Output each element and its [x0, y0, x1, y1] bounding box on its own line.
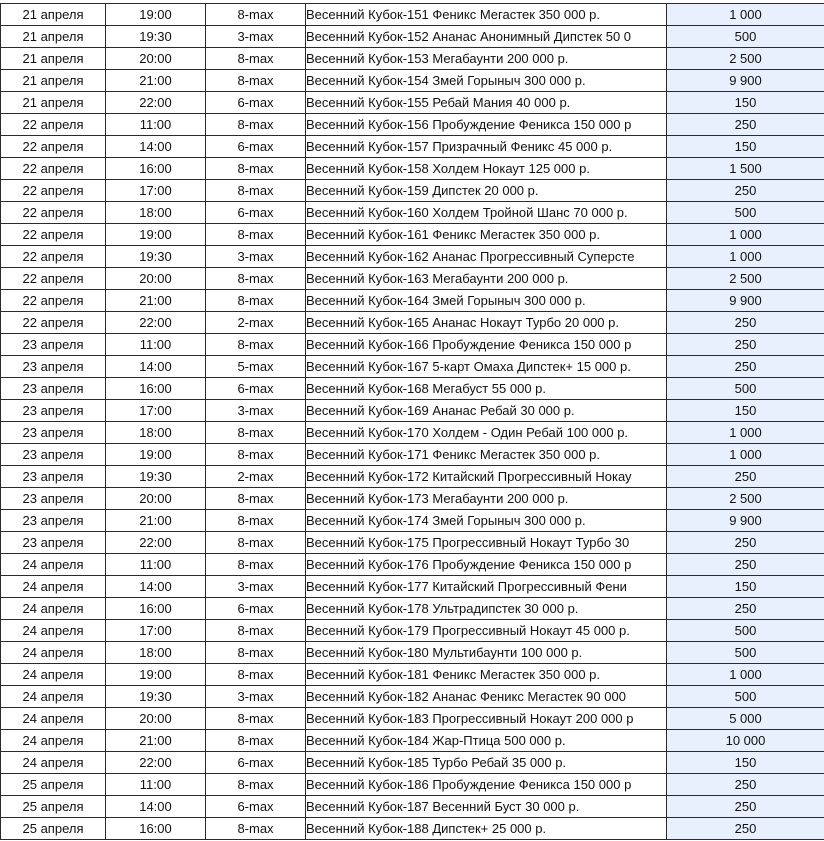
max-players-cell[interactable]: 8-max: [206, 554, 306, 576]
buyin-cell[interactable]: 250: [667, 774, 824, 796]
table-row: [1, 290, 824, 312]
table-row: [1, 532, 824, 554]
table-row: [1, 466, 824, 488]
date-cell[interactable]: 24 апреля: [1, 642, 106, 664]
time-cell[interactable]: 14:00: [106, 356, 206, 378]
date-cell[interactable]: 21 апреля: [1, 4, 106, 26]
tournament-name-cell[interactable]: Весенний Кубок-183 Прогрессивный Нокаут 200 000 р: [306, 708, 667, 730]
table-row: [1, 48, 824, 70]
max-players-cell[interactable]: 8-max: [206, 708, 306, 730]
tournament-name-cell[interactable]: Весенний Кубок-169 Ананас Ребай 30 000 р.: [306, 400, 667, 422]
time-cell[interactable]: 21:00: [106, 730, 206, 752]
max-players-cell[interactable]: 3-max: [206, 686, 306, 708]
tournament-name-cell[interactable]: Весенний Кубок-166 Пробуждение Феникса 150 000 р: [306, 334, 667, 356]
tournament-name-cell[interactable]: Весенний Кубок-186 Пробуждение Феникса 150 000 р: [306, 774, 667, 796]
table-body: [1, 4, 824, 840]
tournament-name-cell[interactable]: Весенний Кубок-158 Холдем Нокаут 125 000 р.: [306, 158, 667, 180]
table-row: [1, 818, 824, 840]
buyin-cell[interactable]: 1 000: [667, 444, 824, 466]
date-cell[interactable]: 22 апреля: [1, 268, 106, 290]
date-cell[interactable]: 21 апреля: [1, 48, 106, 70]
table-row: [1, 708, 824, 730]
time-cell[interactable]: 19:30: [106, 246, 206, 268]
tournament-name-cell[interactable]: Весенний Кубок-163 Мегабаунти 200 000 р.: [306, 268, 667, 290]
time-cell[interactable]: 20:00: [106, 708, 206, 730]
max-players-cell[interactable]: 8-max: [206, 664, 306, 686]
buyin-cell[interactable]: 1 000: [667, 246, 824, 268]
tournament-name-cell[interactable]: Весенний Кубок-155 Ребай Мания 40 000 р.: [306, 92, 667, 114]
buyin-cell[interactable]: 250: [667, 312, 824, 334]
max-players-cell[interactable]: 2-max: [206, 312, 306, 334]
tournament-name-cell[interactable]: Весенний Кубок-181 Феникс Мегастек 350 000 р.: [306, 664, 667, 686]
date-cell[interactable]: 24 апреля: [1, 598, 106, 620]
table-row: [1, 136, 824, 158]
date-cell[interactable]: 23 апреля: [1, 444, 106, 466]
max-players-cell[interactable]: 8-max: [206, 818, 306, 840]
tournament-name-cell[interactable]: Весенний Кубок-175 Прогрессивный Нокаут Турбо 30: [306, 532, 667, 554]
tournament-name-cell[interactable]: Весенний Кубок-164 Змей Горыныч 300 000 р.: [306, 290, 667, 312]
time-cell[interactable]: 22:00: [106, 92, 206, 114]
buyin-cell[interactable]: 150: [667, 752, 824, 774]
buyin-cell[interactable]: 1 000: [667, 4, 824, 26]
schedule-table: [0, 3, 824, 840]
table-row: [1, 114, 824, 136]
date-cell[interactable]: 24 апреля: [1, 620, 106, 642]
table-row: [1, 554, 824, 576]
time-cell[interactable]: 17:00: [106, 400, 206, 422]
tournament-name-cell[interactable]: Весенний Кубок-156 Пробуждение Феникса 150 000 р: [306, 114, 667, 136]
date-cell[interactable]: 22 апреля: [1, 158, 106, 180]
date-cell[interactable]: 24 апреля: [1, 576, 106, 598]
buyin-cell[interactable]: 1 000: [667, 664, 824, 686]
max-players-cell[interactable]: 6-max: [206, 378, 306, 400]
max-players-cell[interactable]: 6-max: [206, 136, 306, 158]
tournament-name-cell[interactable]: Весенний Кубок-185 Турбо Ребай 35 000 р.: [306, 752, 667, 774]
table-row: [1, 620, 824, 642]
time-cell[interactable]: 14:00: [106, 576, 206, 598]
max-players-cell[interactable]: 3-max: [206, 576, 306, 598]
max-players-cell[interactable]: 8-max: [206, 334, 306, 356]
time-cell[interactable]: 19:00: [106, 4, 206, 26]
table-row: [1, 510, 824, 532]
tournament-name-cell[interactable]: Весенний Кубок-154 Змей Горыныч 300 000 р.: [306, 70, 667, 92]
max-players-cell[interactable]: 5-max: [206, 356, 306, 378]
table-row: [1, 730, 824, 752]
table-row: [1, 180, 824, 202]
max-players-cell[interactable]: 8-max: [206, 4, 306, 26]
max-players-cell[interactable]: 8-max: [206, 422, 306, 444]
buyin-cell[interactable]: 1 000: [667, 422, 824, 444]
time-cell[interactable]: 19:00: [106, 664, 206, 686]
tournament-name-cell[interactable]: Весенний Кубок-153 Мегабаунти 200 000 р.: [306, 48, 667, 70]
date-cell[interactable]: 24 апреля: [1, 730, 106, 752]
time-cell[interactable]: 17:00: [106, 620, 206, 642]
date-cell[interactable]: 22 апреля: [1, 202, 106, 224]
buyin-cell[interactable]: 250: [667, 554, 824, 576]
max-players-cell[interactable]: 6-max: [206, 598, 306, 620]
table-row: [1, 4, 824, 26]
date-cell[interactable]: 23 апреля: [1, 510, 106, 532]
buyin-cell[interactable]: 500: [667, 686, 824, 708]
time-cell[interactable]: 18:00: [106, 202, 206, 224]
buyin-cell[interactable]: 150: [667, 136, 824, 158]
buyin-cell[interactable]: 500: [667, 620, 824, 642]
table-row: [1, 26, 824, 48]
tournament-name-cell[interactable]: Весенний Кубок-161 Феникс Мегастек 350 000 р.: [306, 224, 667, 246]
tournament-name-cell[interactable]: Весенний Кубок-170 Холдем - Один Ребай 100 000 р.: [306, 422, 667, 444]
table-row: [1, 158, 824, 180]
tournament-name-cell[interactable]: Весенний Кубок-178 Ультрадипстек 30 000 р.: [306, 598, 667, 620]
buyin-cell[interactable]: 500: [667, 202, 824, 224]
tournament-name-cell[interactable]: Весенний Кубок-176 Пробуждение Феникса 150 000 р: [306, 554, 667, 576]
table-row: [1, 400, 824, 422]
table-row: [1, 70, 824, 92]
time-cell[interactable]: 11:00: [106, 114, 206, 136]
tournament-name-cell[interactable]: Весенний Кубок-162 Ананас Прогрессивный Суперсте: [306, 246, 667, 268]
table-row: [1, 224, 824, 246]
date-cell[interactable]: 24 апреля: [1, 708, 106, 730]
time-cell[interactable]: 16:00: [106, 598, 206, 620]
date-cell[interactable]: 22 апреля: [1, 312, 106, 334]
max-players-cell[interactable]: 8-max: [206, 532, 306, 554]
time-cell[interactable]: 21:00: [106, 510, 206, 532]
max-players-cell[interactable]: 8-max: [206, 180, 306, 202]
date-cell[interactable]: 25 апреля: [1, 796, 106, 818]
table-row: [1, 642, 824, 664]
tournament-name-cell[interactable]: Весенний Кубок-159 Дипстек 20 000 р.: [306, 180, 667, 202]
time-cell[interactable]: 22:00: [106, 752, 206, 774]
time-cell[interactable]: 14:00: [106, 796, 206, 818]
table-row: [1, 576, 824, 598]
max-players-cell[interactable]: 6-max: [206, 92, 306, 114]
date-cell[interactable]: 25 апреля: [1, 818, 106, 840]
buyin-cell[interactable]: 1 500: [667, 158, 824, 180]
tournament-name-cell[interactable]: Весенний Кубок-182 Ананас Феникс Мегастек 90 000: [306, 686, 667, 708]
tournament-name-cell[interactable]: Весенний Кубок-179 Прогрессивный Нокаут 45 000 р.: [306, 620, 667, 642]
buyin-cell[interactable]: 250: [667, 334, 824, 356]
buyin-cell[interactable]: 9 900: [667, 510, 824, 532]
max-players-cell[interactable]: 6-max: [206, 202, 306, 224]
table-row: [1, 598, 824, 620]
time-cell[interactable]: 18:00: [106, 422, 206, 444]
date-cell[interactable]: 23 апреля: [1, 334, 106, 356]
date-cell[interactable]: 23 апреля: [1, 466, 106, 488]
table-row: [1, 246, 824, 268]
time-cell[interactable]: 11:00: [106, 774, 206, 796]
table-row: [1, 774, 824, 796]
buyin-cell[interactable]: 250: [667, 532, 824, 554]
max-players-cell[interactable]: 3-max: [206, 400, 306, 422]
time-cell[interactable]: 21:00: [106, 290, 206, 312]
tournament-name-cell[interactable]: Весенний Кубок-187 Весенний Буст 30 000 р.: [306, 796, 667, 818]
table-row: [1, 796, 824, 818]
max-players-cell[interactable]: 6-max: [206, 752, 306, 774]
max-players-cell[interactable]: 8-max: [206, 444, 306, 466]
date-cell[interactable]: 23 апреля: [1, 400, 106, 422]
time-cell[interactable]: 19:30: [106, 466, 206, 488]
tournament-name-cell[interactable]: Весенний Кубок-180 Мультибаунти 100 000 р.: [306, 642, 667, 664]
table-row: [1, 444, 824, 466]
date-cell[interactable]: 22 апреля: [1, 290, 106, 312]
time-cell[interactable]: 14:00: [106, 136, 206, 158]
table-row: [1, 752, 824, 774]
date-cell[interactable]: 23 апреля: [1, 356, 106, 378]
max-players-cell[interactable]: 8-max: [206, 510, 306, 532]
table-row: [1, 686, 824, 708]
buyin-cell[interactable]: 2 500: [667, 268, 824, 290]
table-row: [1, 268, 824, 290]
buyin-cell[interactable]: 9 900: [667, 290, 824, 312]
max-players-cell[interactable]: 8-max: [206, 158, 306, 180]
tournament-name-cell[interactable]: Весенний Кубок-167 5-карт Омаха Дипстек+ 15 000 р.: [306, 356, 667, 378]
max-players-cell[interactable]: 6-max: [206, 796, 306, 818]
tournament-name-cell[interactable]: Весенний Кубок-177 Китайский Прогрессивный Фени: [306, 576, 667, 598]
date-cell[interactable]: 22 апреля: [1, 180, 106, 202]
tournament-name-cell[interactable]: Весенний Кубок-188 Дипстек+ 25 000 р.: [306, 818, 667, 840]
max-players-cell[interactable]: 8-max: [206, 774, 306, 796]
max-players-cell[interactable]: 8-max: [206, 114, 306, 136]
max-players-cell[interactable]: 8-max: [206, 268, 306, 290]
date-cell[interactable]: 22 апреля: [1, 114, 106, 136]
date-cell[interactable]: 21 апреля: [1, 92, 106, 114]
time-cell[interactable]: 20:00: [106, 268, 206, 290]
time-cell[interactable]: 17:00: [106, 180, 206, 202]
buyin-cell[interactable]: 250: [667, 818, 824, 840]
time-cell[interactable]: 19:00: [106, 444, 206, 466]
table-row: [1, 312, 824, 334]
table-row: [1, 422, 824, 444]
tournament-name-cell[interactable]: Весенний Кубок-172 Китайский Прогрессивный Нокау: [306, 466, 667, 488]
time-cell[interactable]: 19:30: [106, 686, 206, 708]
tournament-name-cell[interactable]: Весенний Кубок-171 Феникс Мегастек 350 000 р.: [306, 444, 667, 466]
max-players-cell[interactable]: 8-max: [206, 290, 306, 312]
max-players-cell[interactable]: 3-max: [206, 246, 306, 268]
date-cell[interactable]: 24 апреля: [1, 686, 106, 708]
tournament-name-cell[interactable]: Весенний Кубок-160 Холдем Тройной Шанс 70 000 р.: [306, 202, 667, 224]
date-cell[interactable]: 23 апреля: [1, 378, 106, 400]
spreadsheet-grid: [0, 3, 824, 840]
time-cell[interactable]: 16:00: [106, 158, 206, 180]
buyin-cell[interactable]: 150: [667, 92, 824, 114]
date-cell[interactable]: 22 апреля: [1, 136, 106, 158]
buyin-cell[interactable]: 150: [667, 400, 824, 422]
buyin-cell[interactable]: 250: [667, 114, 824, 136]
date-cell[interactable]: 21 апреля: [1, 70, 106, 92]
table-row: [1, 664, 824, 686]
time-cell[interactable]: 18:00: [106, 642, 206, 664]
time-cell[interactable]: 19:00: [106, 224, 206, 246]
table-row: [1, 202, 824, 224]
tournament-name-cell[interactable]: Весенний Кубок-165 Ананас Нокаут Турбо 20 000 р.: [306, 312, 667, 334]
time-cell[interactable]: 11:00: [106, 554, 206, 576]
max-players-cell[interactable]: 8-max: [206, 70, 306, 92]
tournament-name-cell[interactable]: Весенний Кубок-184 Жар-Птица 500 000 р.: [306, 730, 667, 752]
tournament-name-cell[interactable]: Весенний Кубок-168 Мегабуст 55 000 р.: [306, 378, 667, 400]
buyin-cell[interactable]: 250: [667, 356, 824, 378]
buyin-cell[interactable]: 9 900: [667, 70, 824, 92]
time-cell[interactable]: 22:00: [106, 532, 206, 554]
date-cell[interactable]: 23 апреля: [1, 422, 106, 444]
buyin-cell[interactable]: 250: [667, 796, 824, 818]
buyin-cell[interactable]: 500: [667, 378, 824, 400]
max-players-cell[interactable]: 8-max: [206, 620, 306, 642]
time-cell[interactable]: 19:30: [106, 26, 206, 48]
tournament-name-cell[interactable]: Весенний Кубок-173 Мегабаунти 200 000 р.: [306, 488, 667, 510]
table-row: [1, 356, 824, 378]
buyin-cell[interactable]: 5 000: [667, 708, 824, 730]
buyin-cell[interactable]: 2 500: [667, 488, 824, 510]
max-players-cell[interactable]: 8-max: [206, 730, 306, 752]
date-cell[interactable]: 24 апреля: [1, 664, 106, 686]
max-players-cell[interactable]: 8-max: [206, 224, 306, 246]
max-players-cell[interactable]: 3-max: [206, 26, 306, 48]
date-cell[interactable]: 24 апреля: [1, 554, 106, 576]
tournament-name-cell[interactable]: Весенний Кубок-152 Ананас Анонимный Дипстек 50 0: [306, 26, 667, 48]
buyin-cell[interactable]: 250: [667, 180, 824, 202]
table-row: [1, 378, 824, 400]
date-cell[interactable]: 24 апреля: [1, 752, 106, 774]
time-cell[interactable]: 20:00: [106, 48, 206, 70]
max-players-cell[interactable]: 8-max: [206, 642, 306, 664]
time-cell[interactable]: 21:00: [106, 70, 206, 92]
buyin-cell[interactable]: 10 000: [667, 730, 824, 752]
date-cell[interactable]: 25 апреля: [1, 774, 106, 796]
buyin-cell[interactable]: 500: [667, 26, 824, 48]
time-cell[interactable]: 11:00: [106, 334, 206, 356]
date-cell[interactable]: 23 апреля: [1, 488, 106, 510]
buyin-cell[interactable]: 1 000: [667, 224, 824, 246]
time-cell[interactable]: 16:00: [106, 378, 206, 400]
max-players-cell[interactable]: 8-max: [206, 48, 306, 70]
max-players-cell[interactable]: 2-max: [206, 466, 306, 488]
buyin-cell[interactable]: 2 500: [667, 48, 824, 70]
table-row: [1, 334, 824, 356]
buyin-cell[interactable]: 500: [667, 642, 824, 664]
date-cell[interactable]: 21 апреля: [1, 26, 106, 48]
time-cell[interactable]: 16:00: [106, 818, 206, 840]
buyin-cell[interactable]: 250: [667, 466, 824, 488]
tournament-name-cell[interactable]: Весенний Кубок-174 Змей Горыныч 300 000 р.: [306, 510, 667, 532]
date-cell[interactable]: 22 апреля: [1, 246, 106, 268]
table-row: [1, 92, 824, 114]
date-cell[interactable]: 22 апреля: [1, 224, 106, 246]
max-players-cell[interactable]: 8-max: [206, 488, 306, 510]
table-row: [1, 488, 824, 510]
tournament-name-cell[interactable]: Весенний Кубок-157 Призрачный Феникс 45 000 р.: [306, 136, 667, 158]
time-cell[interactable]: 20:00: [106, 488, 206, 510]
buyin-cell[interactable]: 150: [667, 576, 824, 598]
time-cell[interactable]: 22:00: [106, 312, 206, 334]
buyin-cell[interactable]: 250: [667, 598, 824, 620]
date-cell[interactable]: 23 апреля: [1, 532, 106, 554]
tournament-name-cell[interactable]: Весенний Кубок-151 Феникс Мегастек 350 000 р.: [306, 4, 667, 26]
